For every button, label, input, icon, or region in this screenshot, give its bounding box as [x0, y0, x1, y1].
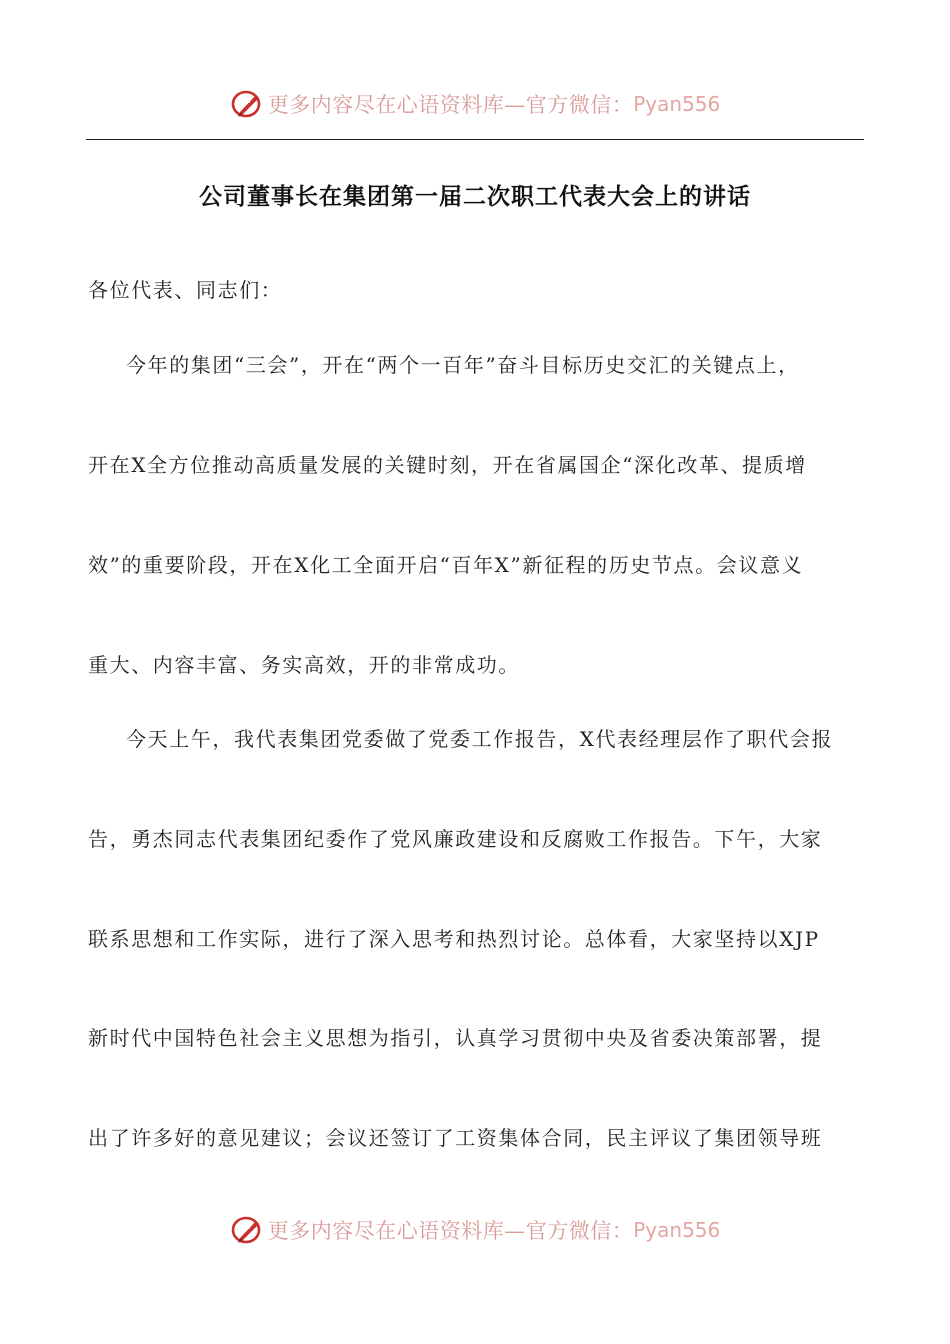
header-promo-text: 更多内容尽在心语资料库—官方微信： [267, 93, 634, 117]
footer-wechat-id: Pyan556 [633, 1218, 721, 1242]
body-line: 今天上午，我代表集团党委做了党委工作报告，X代表经理层作了职代会报 [126, 727, 834, 751]
footer-banner [0, 1208, 950, 1252]
body-line: 开在X全方位推动高质量发展的关键时刻，开在省属国企“深化改革、提质增 [88, 453, 807, 477]
header-wechat-id: Pyan556 [633, 92, 721, 116]
salutation: 各位代表、同志们： [88, 278, 283, 302]
body-line: 重大、内容丰富、务实高效，开的非常成功。 [88, 653, 520, 677]
body-line: 今年的集团“三会”，开在“两个一百年”奋斗目标历史交汇的关键点上， [126, 353, 800, 377]
header-banner [0, 82, 950, 126]
footer-promo-text: 更多内容尽在心语资料库—官方微信： [267, 1219, 634, 1243]
body-line: 新时代中国特色社会主义思想为指引，认真学习贯彻中央及省委决策部署，提 [88, 1026, 823, 1050]
body-line: 效”的重要阶段，开在X化工全面开启“百年X”新征程的历史节点。会议意义 [88, 553, 804, 577]
pen-logo-icon [230, 87, 264, 121]
body-line: 出了许多好的意见建议；会议还签订了工资集体合同，民主评议了集团领导班 [88, 1126, 823, 1150]
document-title: 公司董事长在集团第一届二次职工代表大会上的讲话 [199, 184, 751, 210]
header-divider [86, 139, 864, 140]
body-line: 联系思想和工作实际，进行了深入思考和热烈讨论。总体看，大家坚持以XJP [88, 927, 820, 951]
pen-logo-icon [230, 1213, 264, 1247]
body-line: 告，勇杰同志代表集团纪委作了党风廉政建设和反腐败工作报告。下午，大家 [88, 827, 823, 851]
